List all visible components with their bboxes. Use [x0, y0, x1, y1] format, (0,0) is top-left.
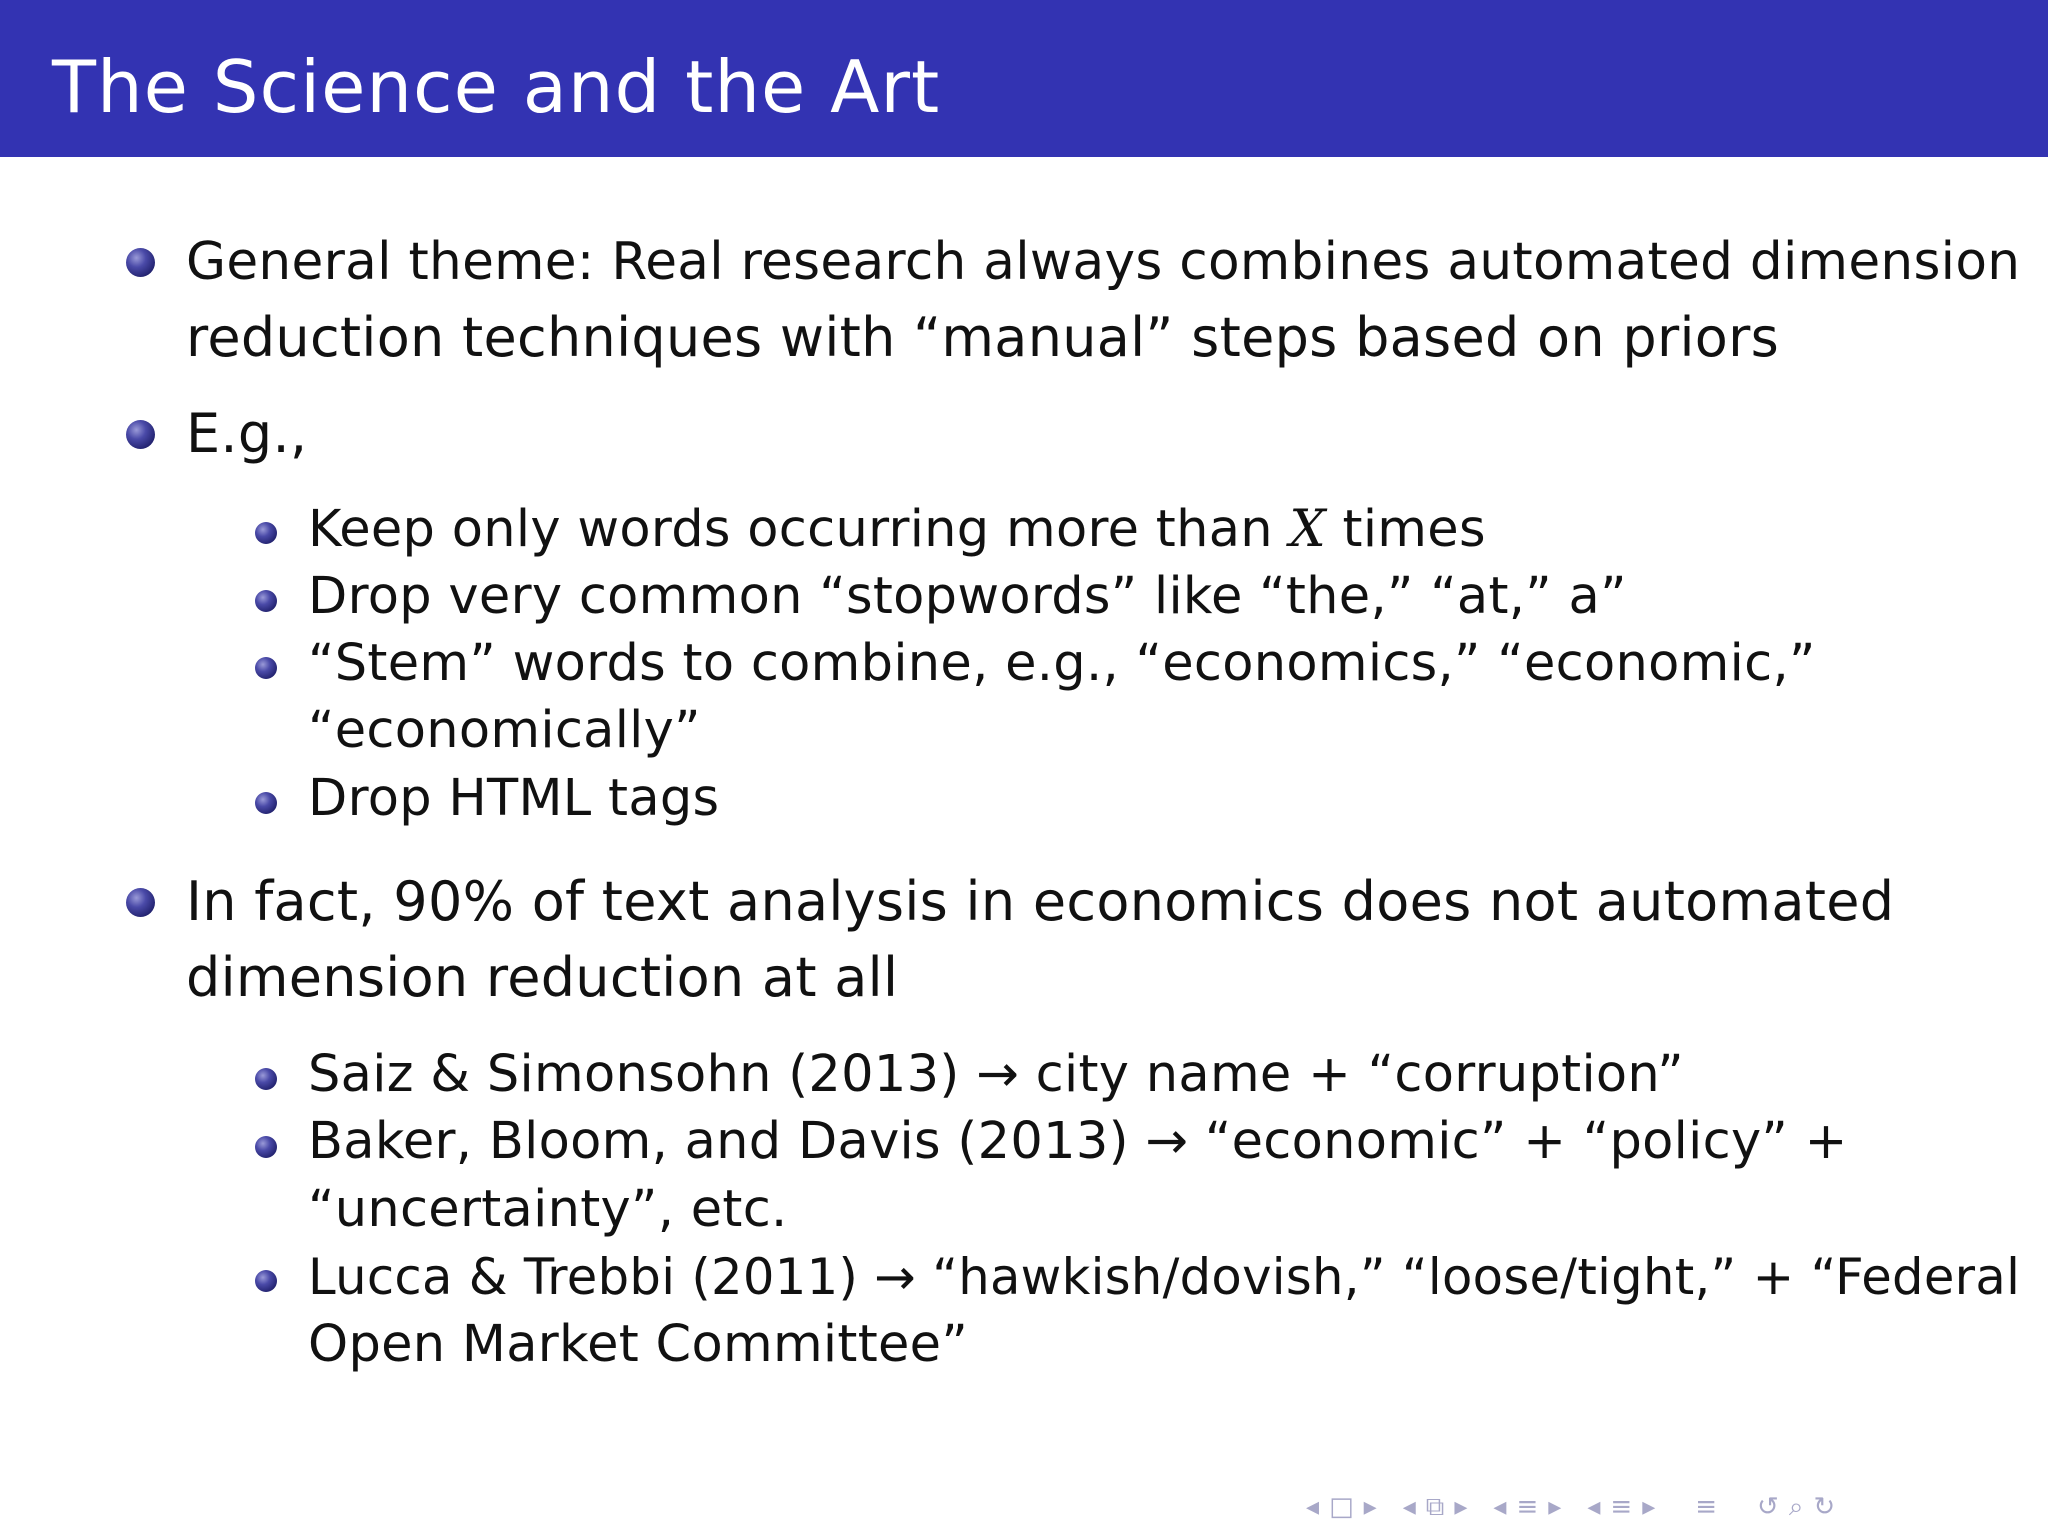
sub-bullet-marker	[255, 1068, 277, 1090]
sub-bullet-marker	[255, 1270, 277, 1292]
sub-bullet-text: “uncertainty”, etc.	[308, 1180, 788, 1239]
nav-prev-subsection-icon[interactable]: ◂	[1402, 1492, 1416, 1522]
sub-bullet-text: Drop very common “stopwords” like “the,” “at,” a”	[308, 567, 1627, 626]
slide-header	[0, 0, 2048, 157]
bullet-text: In fact, 90% of text analysis in economics does not automated	[186, 870, 1895, 933]
nav-next-frame-icon[interactable]: ▸	[1363, 1492, 1377, 1522]
nav-prev-part-icon[interactable]: ◂	[1587, 1492, 1601, 1522]
bullet-text: dimension reduction at all	[186, 946, 899, 1009]
nav-search-icon[interactable]: ⌕	[1788, 1492, 1804, 1522]
nav-subsection-icon[interactable]: ⧉	[1425, 1492, 1445, 1522]
sub-bullet-marker	[255, 792, 277, 814]
nav-undo-icon[interactable]: ↺	[1757, 1492, 1779, 1522]
nav-prev-frame-icon[interactable]: ◂	[1306, 1492, 1320, 1522]
nav-next-subsection-icon[interactable]: ▸	[1454, 1492, 1468, 1522]
nav-frame-icon[interactable]: □	[1329, 1492, 1354, 1522]
nav-align-icon[interactable]: ≡	[1695, 1492, 1718, 1522]
slide-title: The Science and the Art	[52, 45, 941, 129]
sub-bullet-text: Keep only words occurring more than X times	[308, 500, 1486, 559]
bullet-text: General theme: Real research always combines automated dimension	[186, 232, 2021, 292]
nav-part-icon[interactable]: ≡	[1610, 1492, 1633, 1522]
sub-bullet-marker	[255, 590, 277, 612]
beamer-navigation-bar[interactable]	[1306, 1490, 1845, 1524]
sub-bullet-text: Open Market Committee”	[308, 1315, 969, 1374]
sub-bullet-marker	[255, 522, 277, 544]
sub-bullet-text: Saiz & Simonsohn (2013) → city name + “corruption”	[308, 1045, 1684, 1104]
sub-bullet-text: Baker, Bloom, and Davis (2013) → “economic” + “policy” +	[308, 1112, 1848, 1171]
sub-bullet-text: Lucca & Trebbi (2011) → “hawkish/dovish,” “loose/tight,” + “Federal	[308, 1248, 2021, 1306]
nav-prev-section-icon[interactable]: ◂	[1493, 1492, 1507, 1522]
sub-bullet-text: “Stem” words to combine, e.g., “economics,” “economic,”	[308, 634, 1816, 693]
sub-bullet-marker	[255, 1136, 277, 1158]
sub-bullet-text: “economically”	[308, 701, 701, 760]
sub-bullet-marker	[255, 657, 277, 679]
bullet-text: E.g.,	[186, 402, 308, 465]
sub-bullet-text: Drop HTML tags	[308, 769, 720, 828]
nav-section-icon[interactable]: ≡	[1516, 1492, 1539, 1522]
nav-next-section-icon[interactable]: ▸	[1548, 1492, 1562, 1522]
bullet-text: reduction techniques with “manual” steps based on priors	[186, 306, 1780, 369]
nav-redo-icon[interactable]: ↻	[1813, 1492, 1836, 1522]
bullet-marker	[126, 888, 155, 917]
bullet-marker	[126, 248, 155, 277]
bullet-marker	[126, 420, 155, 449]
nav-next-part-icon[interactable]: ▸	[1642, 1492, 1656, 1522]
